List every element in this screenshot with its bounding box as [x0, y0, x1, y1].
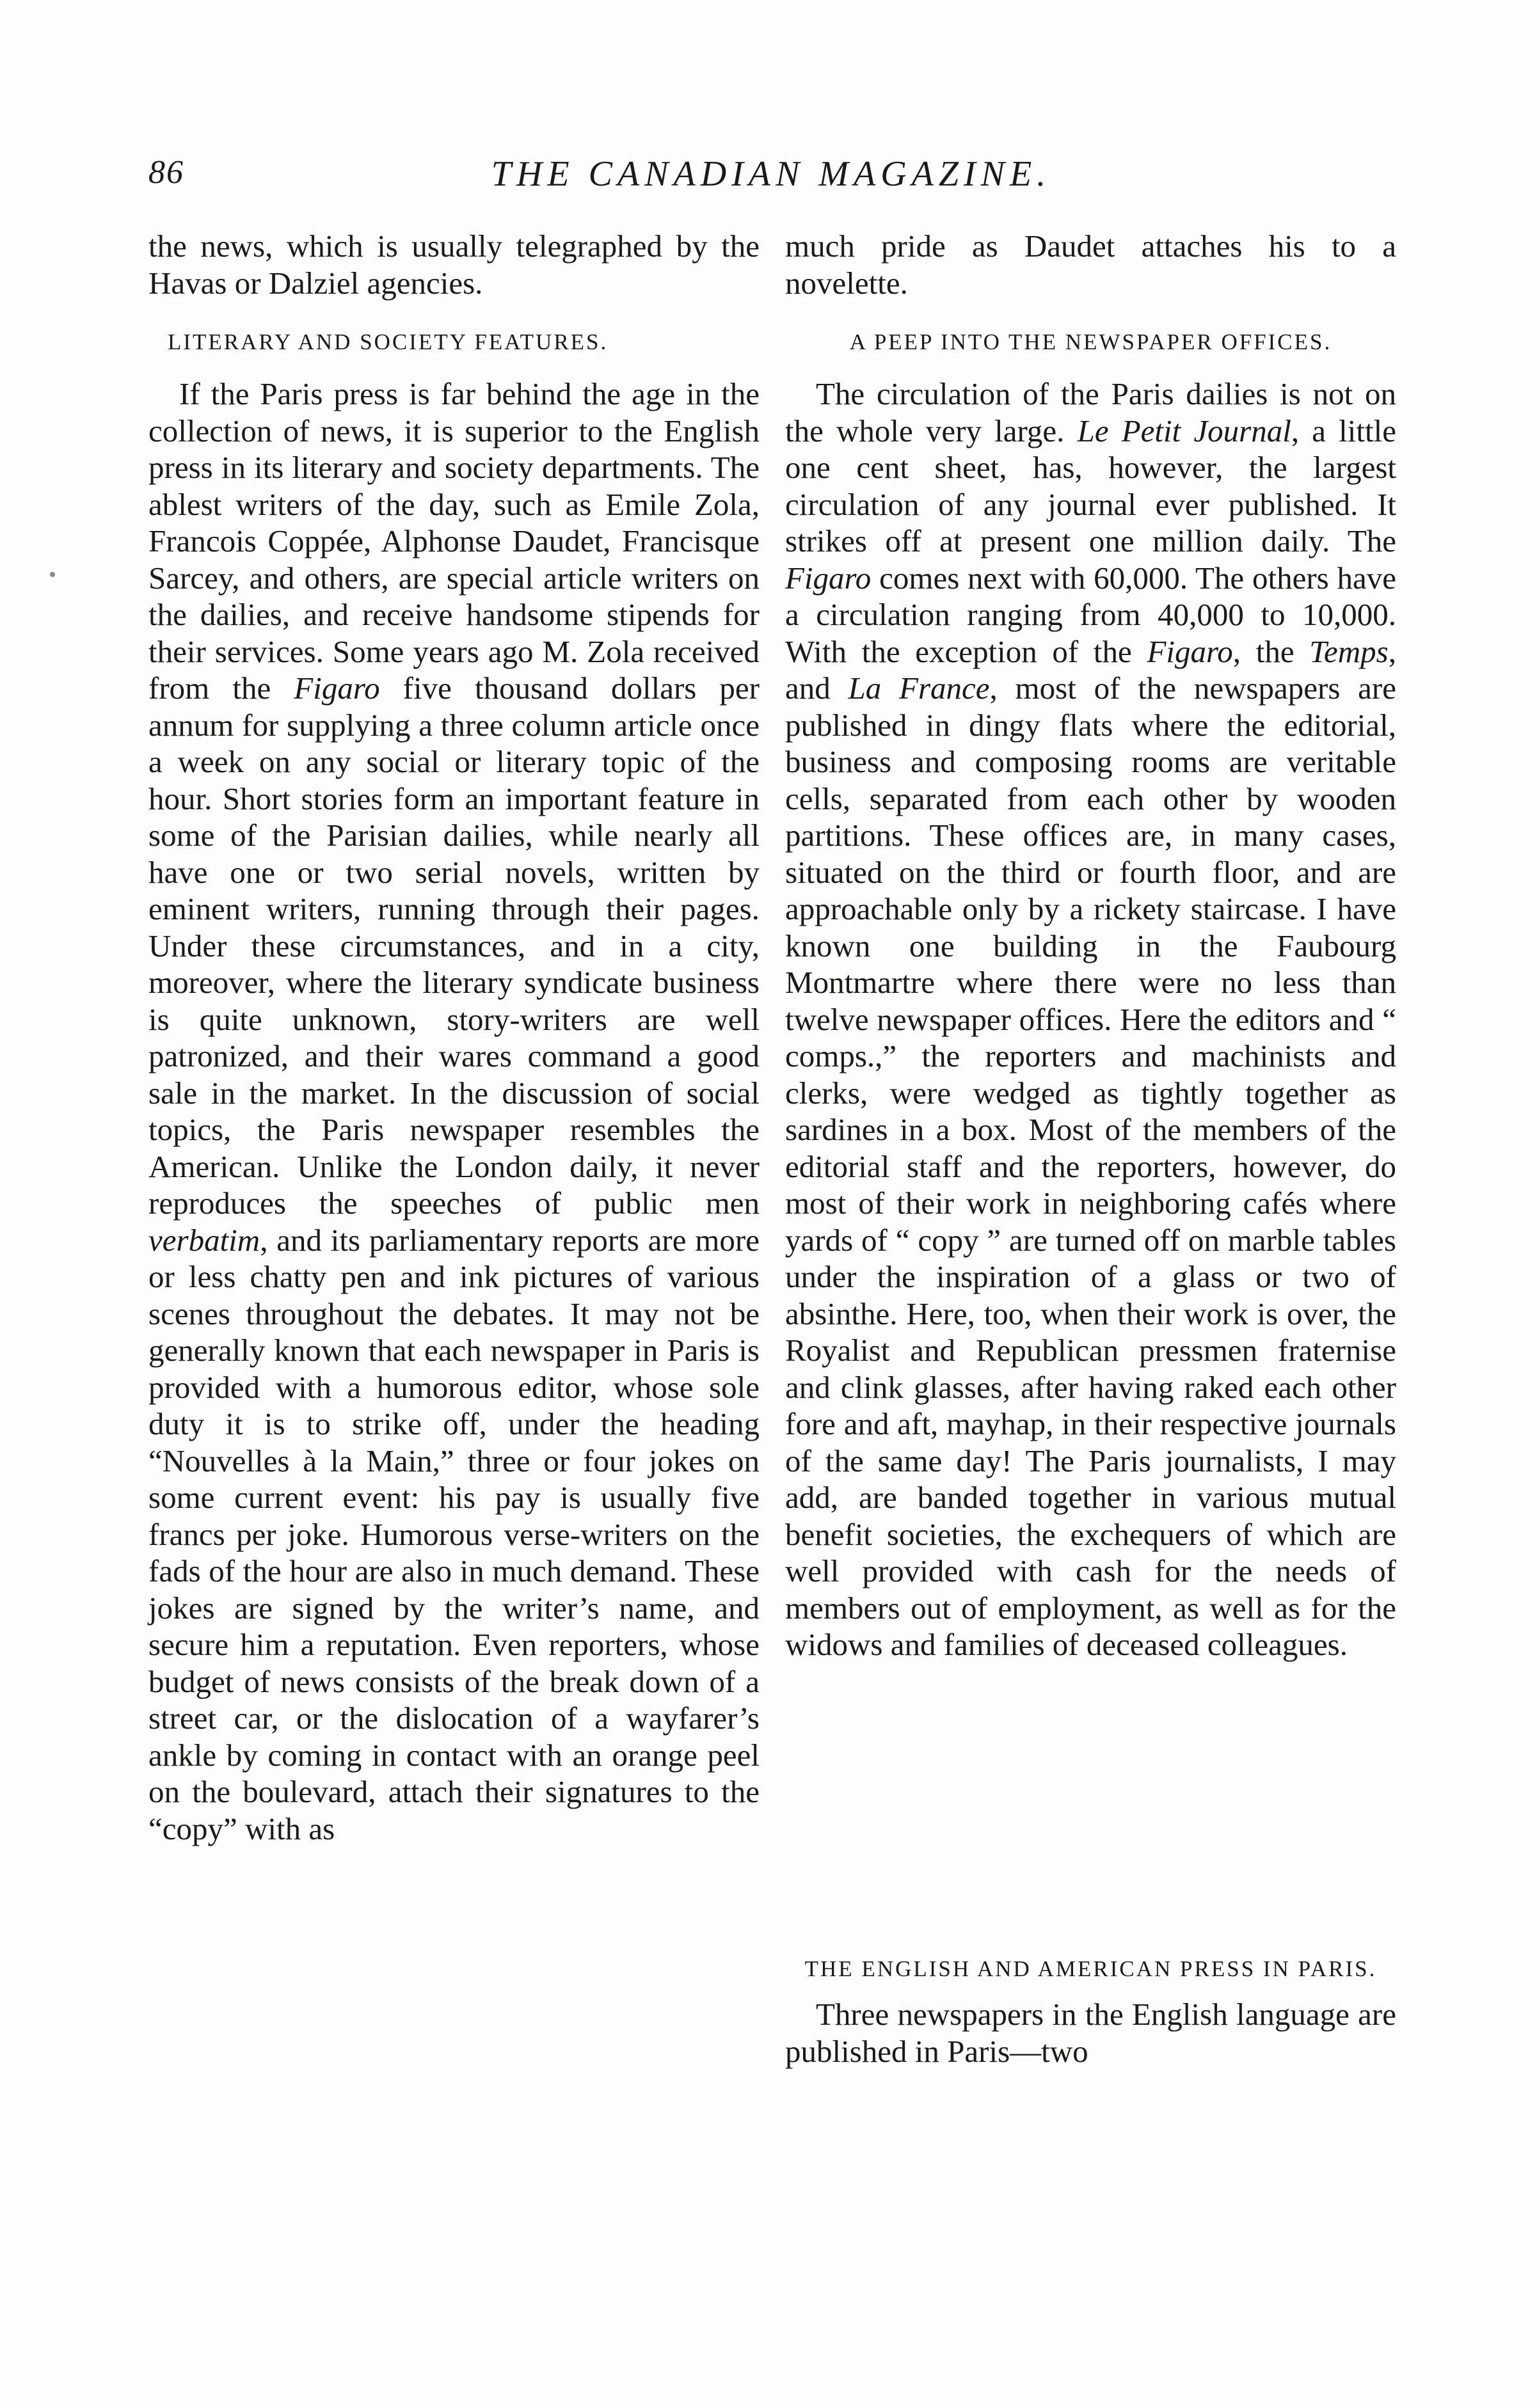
- le-petit-journal-title: Le Petit Journal: [1077, 413, 1291, 448]
- temps-title: Temps: [1309, 633, 1389, 669]
- section-heading-english-press: THE ENGLISH AND AMERICAN PRESS IN PARIS.: [804, 1956, 1377, 1981]
- literary-text-1: If the Paris press is far behind the age in the collection of news, it is superior to the English press in its literary and society departments. The ablest writers of the day, such as Emile Zola, Francois Coppée, Alphonse Daudet, Francisque Sarcey, and others, are special article writers on the dailies, and receive handsome stipends for their services. Some years ago M. Zola received from the: [148, 376, 760, 706]
- literary-paragraph: [148, 376, 760, 1847]
- verbatim-term: verbatim: [148, 1222, 260, 1258]
- figaro-title-2: Figaro: [785, 560, 872, 596]
- margin-speck: [50, 572, 55, 577]
- section-heading-offices: A PEEP INTO THE NEWSPAPER OFFICES.: [849, 329, 1332, 354]
- offices-text-3: comes next with 60,000. The others have a circulation ranging from 40,000 to 10,000. With the exception of the: [785, 560, 1396, 669]
- figaro-title: Figaro: [294, 670, 380, 706]
- page-number: 86: [148, 154, 184, 191]
- left-column: [148, 228, 760, 1847]
- running-head: [148, 154, 1394, 211]
- offices-text-4: , the: [1232, 633, 1310, 669]
- english-press-paragraph: Three newspapers in the English language are published in Paris—two: [785, 1997, 1396, 2069]
- la-france-title: La France: [848, 670, 990, 706]
- offices-text-2: , a little one cent sheet, has, however, the largest circulation of any journal ever published. It strikes off at present one million daily. The: [785, 413, 1396, 558]
- offices-text-5: , and: [785, 633, 1396, 706]
- offices-paragraph: [785, 376, 1396, 1663]
- right-column-lower: [785, 1955, 1396, 2070]
- magazine-title: THE CANADIAN MAGAZINE.: [491, 154, 1051, 194]
- right-column-opening: much pride as Daudet attaches his to a novelette.: [785, 228, 1396, 301]
- literary-text-3: , and its parliamentary reports are more or less chatty pen and ink pictures of various scenes throughout the debates. It may not be generally known that each newspaper in Paris is provided with a humorous editor, whose sole duty it is to strike off, under the heading “Nouvelles à la Main,” three or four jokes on some current event: his pay is usually five francs per joke. Humorous verse-writers on the fads of the hour are also in much demand. These jokes are signed by the writer’s name, and secure him a reputation. Even reporters, whose budget of news consists of the break down of a street car, or the dislocation of a wayfarer’s ankle by coming in contact with an orange peel on the boulevard, attach their signatures to the “copy” with as: [148, 1222, 760, 1846]
- offices-text-1: The circulation of the Paris dailies is not on the whole very large.: [785, 376, 1396, 448]
- section-heading-literary: LITERARY AND SOCIETY FEATURES.: [168, 329, 609, 354]
- left-column-opening: the news, which is usually telegraphed by the Havas or Dalziel agencies.: [148, 228, 760, 301]
- offices-text-6: , most of the newspapers are published in dingy flats where the editorial, business and composing rooms are veritable cells, separated from each other by wooden partitions. These offices are, in many cases, situated on the third or fourth floor, and are approachable only by a rickety staircase. I have known one building in the Faubourg Montmartre where there were no less than twelve newspaper offices. Here the editors and “ comps.,” the reporters and machinists and clerks, were wedged as tightly together as sardines in a box. Most of the members of the editorial staff and the reporters, however, do most of their work in neighboring cafés where yards of “ copy ” are turned off on marble tables under the inspiration of a glass or two of absinthe. Here, too, when their work is over, the Royalist and Republican pressmen fraternise and clink glasses, after having raked each other fore and aft, mayhap, in their respective journals of the same day! The Paris journalists, I may add, are banded together in various mutual benefit societies, the exchequers of which are well provided with cash for the needs of members out of employment, as well as for the widows and families of deceased colleagues.: [785, 670, 1396, 1662]
- literary-text-2: five thousand dollars per annum for supplying a three column article once a week on any social or literary topic of the hour. Short stories form an important feature in some of the Parisian dailies, while nearly all have one or two serial novels, written by eminent writers, running through their pages. Under these circumstances, and in a city, moreover, where the literary syndicate business is quite unknown, story-writers are well patronized, and their wares command a good sale in the market. In the discussion of social topics, the Paris newspaper resembles the American. Unlike the London daily, it never reproduces the speeches of public men: [148, 670, 760, 1221]
- right-column: [785, 228, 1396, 1663]
- figaro-title-3: Figaro: [1147, 633, 1233, 669]
